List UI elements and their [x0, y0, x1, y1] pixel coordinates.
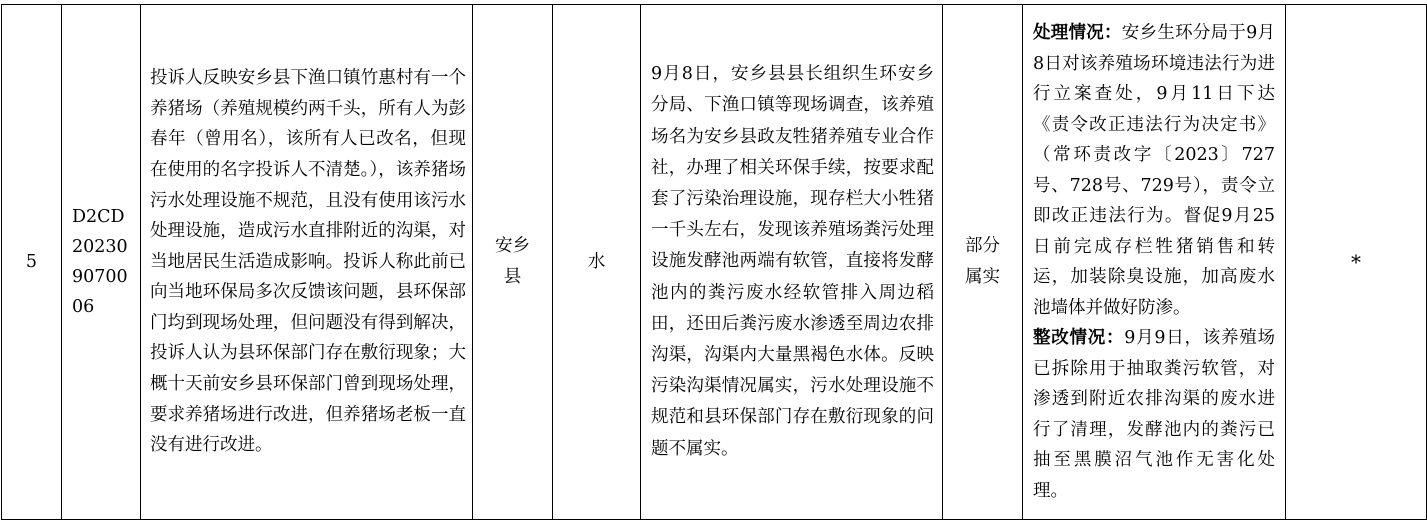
row-number: 5 [2, 5, 62, 520]
remark-mark: * [1286, 5, 1427, 520]
table-row [2, 5, 1427, 520]
handling-rectification-cell [1023, 5, 1286, 520]
complaint-id: D2CD202309070006 [62, 5, 141, 520]
investigation-result: 9月8日，安乡县县长组织生环安乡分局、下渔口镇等现场调查，该养殖场名为安乡县政友牲猪养殖专业合作社，办理了相关环保手续，按要求配套了污染治理设施，现存栏大小牲猪一千头左右，发现该养殖场粪污处理设施发酵池两端有软管，直接将发酵池内的粪污废水经软管排入周边稻田，还田后粪污废水渗透至周边农排沟渠，沟渠内大量黑褐色水体。反映污染沟渠情况属实，污水处理设施不规范和县环保部门存在敷衍现象的问题不属实。 [641, 5, 943, 520]
handling-text: 安乡生环分局于9月8日对该养殖场环境违法行为进行立案查处，9月11日下达《责令改正违法行为决定书》（常环责改字〔2023〕727号、728号、729号），责令立即改正违法行为。督促9月25日前完成存栏牲猪销售和转运，加装除臭设施，加高废水池墙体并做好防渗。 [1033, 23, 1275, 318]
administrative-area: 安乡县 [473, 5, 553, 520]
complaint-table [1, 4, 1427, 520]
pollution-type: 水 [553, 5, 641, 520]
rectify-label: 整改情况： [1033, 328, 1125, 348]
complaint-content: 投诉人反映安乡县下渔口镇竹惠村有一个养猪场（养殖规模约两千头，所有人为彭春年（曾用名），该所有人已改名，但现在使用的名字投诉人不清楚。），该养猪场污水处理设施不规范，且没有使用该污水处理设施，造成污水直排附近的沟渠，对当地居民生活造成影响。投诉人称此前已向当地环保局多次反馈该问题，县环保部门均到现场处理，但问题没有得到解决，投诉人认为县环保部门存在敷衍现象；大概十天前安乡县环保部门曾到现场处理，要求养猪场进行改进，但养猪场老板一直没有进行改进。 [141, 5, 473, 520]
handling-label: 处理情况： [1033, 23, 1122, 43]
rectify-text: 9月9日，该养殖场已拆除用于抽取粪污软管，对渗透到附近农排沟渠的废水进行了清理，发酵池内的粪污已抽至黑膜沼气池作无害化处理。 [1033, 328, 1275, 501]
verification-verdict: 部分属实 [943, 5, 1023, 520]
